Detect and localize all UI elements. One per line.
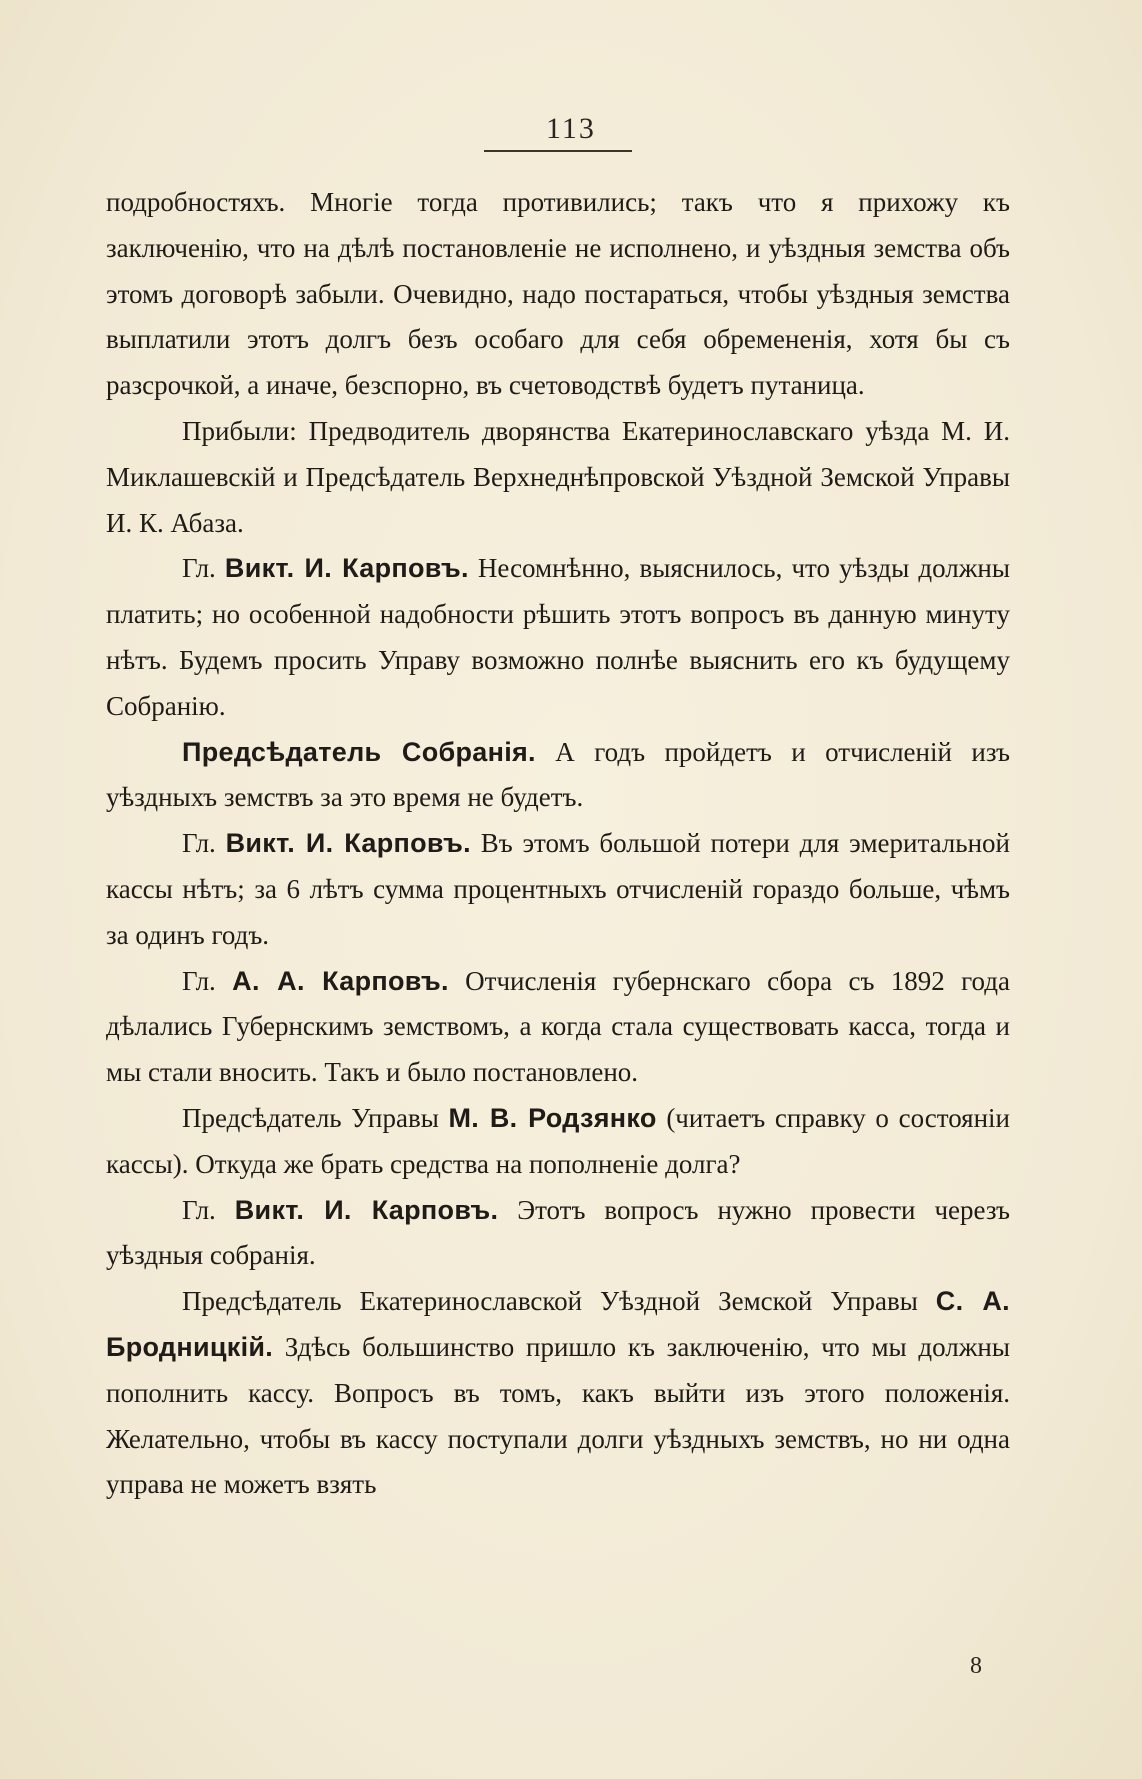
body-text xyxy=(106,180,1010,1508)
speaker-name: Викт. И. Карповъ. xyxy=(224,553,469,584)
paragraph xyxy=(106,409,1010,546)
paragraph xyxy=(106,1096,1010,1188)
speaker-name: Предсѣдатель Собранія. xyxy=(182,736,536,767)
page-header xyxy=(0,112,1142,146)
speaker-name: Викт. И. Карповъ. xyxy=(225,828,471,859)
paragraph xyxy=(106,546,1010,729)
paragraph-text: Прибыли: Предводитель дворянства Екатеринославскаго уѣзда М. И. Миклашевскій и Предсѣдатель Верхнеднѣпровской Уѣздной Земской Управы И. К. Абаза. xyxy=(106,415,1010,538)
paragraph-text: Отчисленія губернскаго сбора съ 1892 года дѣлались Губернскимъ земствомъ, а когда стала существовать касса, тогда и мы стали вносить. Такъ и было постановлено. xyxy=(106,965,1010,1088)
paragraph xyxy=(106,1188,1010,1280)
paragraph-text: Здѣсь большинство пришло къ заключенію, что мы должны пополнить кассу. Вопросъ въ томъ, какъ выйти изъ этого положенія. Желательно, чтобы въ кассу поступали долги уѣздныхъ земствъ, но ни одна управа не можетъ взять xyxy=(106,1331,1010,1500)
paragraph-text: подробностяхъ. Многіе тогда противились; такъ что я прихожу къ заключенію, что на дѣлѣ постановленіе не исполнено, и уѣздныя земства объ этомъ договорѣ забыли. Очевидно, надо постараться, чтобы уѣздныя земства выплатили этотъ долгъ безъ особаго для себя обремененія, хотя бы съ разсрочкой, а иначе, безспорно, въ счетоводствѣ будетъ путаница. xyxy=(106,187,1010,401)
speaker-name: Викт. И. Карповъ. xyxy=(234,1194,499,1225)
speaker-name: А. А. Карповъ. xyxy=(232,965,449,996)
paragraph-text: Предсѣдатель Управы xyxy=(182,1102,449,1133)
paragraph-text: Гл. xyxy=(182,828,226,859)
paragraph xyxy=(106,1279,1010,1508)
paragraph xyxy=(106,821,1010,958)
paragraph-text: Этотъ вопросъ нужно провести черезъ уѣздныя собранія. xyxy=(106,1194,1010,1271)
paragraph-text: Въ этомъ большой потери для эмеритальной кассы нѣтъ; за 6 лѣтъ сумма процентныхъ отчисленій гораздо больше, чѣмъ за одинъ годъ. xyxy=(106,828,1010,950)
speaker-name: М. В. Родзянко xyxy=(448,1102,657,1133)
signature-mark: 8 xyxy=(970,1653,982,1679)
paragraph xyxy=(106,180,1010,409)
paragraph xyxy=(106,959,1010,1096)
header-rule xyxy=(484,150,632,152)
paragraph-text: Гл. xyxy=(182,553,225,584)
paragraph-text: Предсѣдатель Екатеринославской Уѣздной Земской Управы xyxy=(182,1286,936,1317)
paragraph-text: Несомнѣнно, выяснилось, что уѣзды должны платить; но особенной надобности рѣшить этотъ вопросъ въ данную минуту нѣтъ. Будемъ просить Управу возможно полнѣе выяснить его къ будущему Собранію. xyxy=(106,553,1010,721)
page-number: 113 xyxy=(546,112,596,145)
paragraph-text: Гл. xyxy=(182,965,233,996)
speaker-name: С. А. Бродницкій. xyxy=(106,1286,1010,1362)
paragraph-text: А годъ пройдетъ и отчисленій изъ уѣздныхъ земствъ за это время не будетъ. xyxy=(106,736,1010,813)
paragraph xyxy=(106,730,1010,822)
paragraph-text: Гл. xyxy=(182,1194,235,1225)
paragraph-text: (читаетъ справку о состояніи кассы). Откуда же брать средства на пополненіе долга? xyxy=(106,1102,1010,1179)
